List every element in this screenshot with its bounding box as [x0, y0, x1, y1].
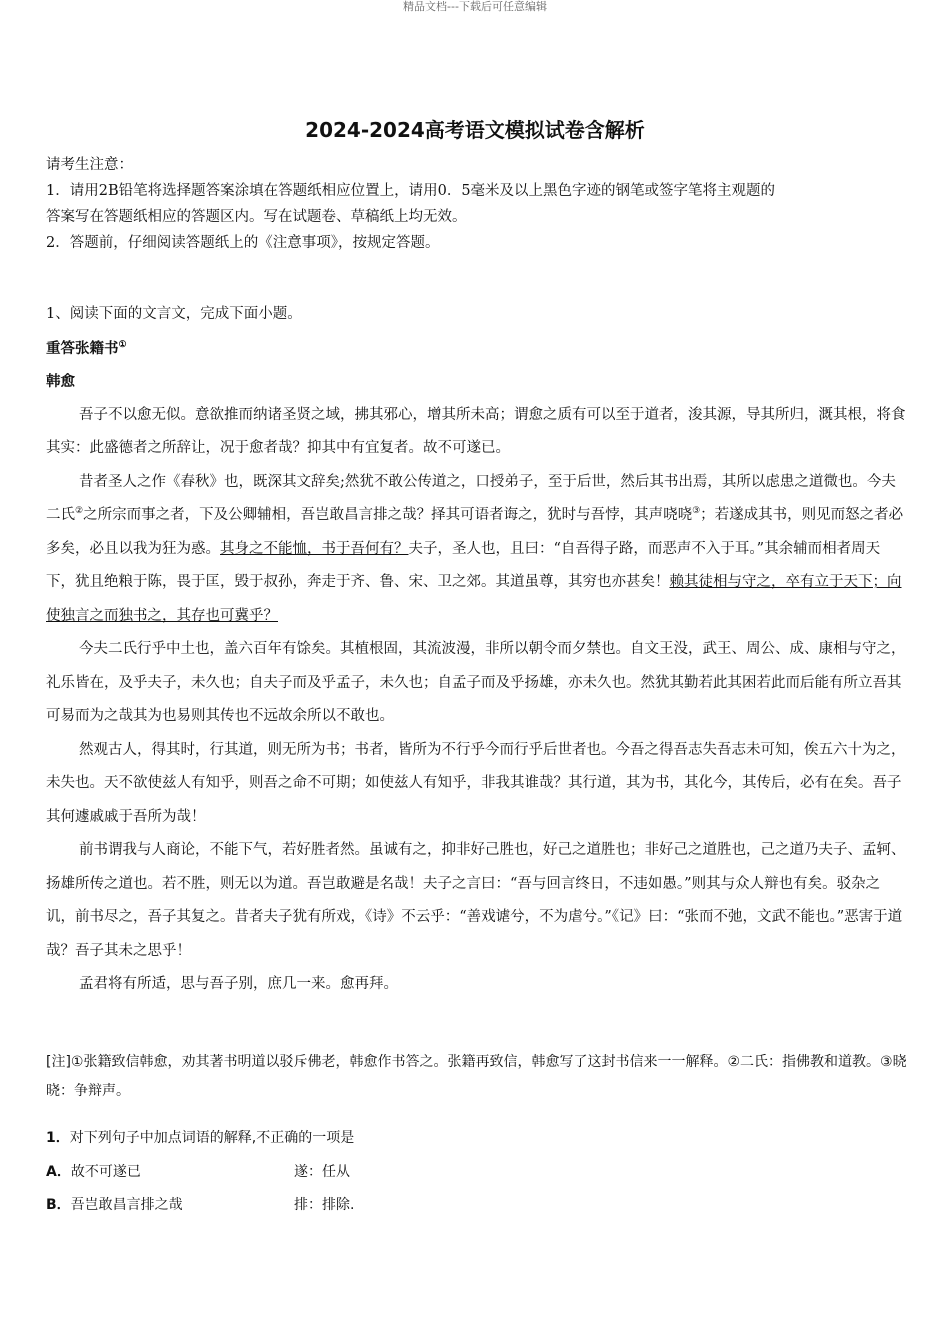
page-header: 精品文档---下载后可任意编辑 [403, 0, 547, 13]
underlined-sentence-1: 其身之不能恤，书于吾何有？ [220, 540, 409, 557]
paragraph-4: 然观古人，得其时，行其道，则无所为书；书者，皆所为不行乎今而行乎后世者也。今吾之得吾志失吾志未可知，俟五六十为之，未失也。天不欲使兹人有知乎，则吾之命不可期；如使兹人有知乎，非我其谁哉？其行道，其为书，其化今，其传后，必有在矣。吾子其何遽戚戚于吾所为哉！ [46, 741, 906, 825]
footnote-mark: ① [118, 339, 127, 350]
notice-item-1a: 1．请用2B铅笔将选择题答案涂填在答题纸相应位置上，请用0．5毫米及以上黑色字迹的钢笔或签字笔将主观题的 [46, 183, 776, 199]
annotation-note: [注]①张籍致信韩愈，劝其著书明道以驳斥佛老，韩愈作书答之。张籍再致信，韩愈写了这封书信来一一解释。②二氏：指佛教和道教。③晓晓：争辩声。 [46, 1054, 907, 1099]
author: 韩愈 [46, 373, 75, 390]
question-1 [46, 1122, 908, 1223]
notice-item-1b: 答案写在答题纸相应的答题区内。写在试题卷、草稿纸上均无效。 [46, 209, 467, 225]
paragraph-6: 孟君将有所适，思与吾子别，庶几一来。愈再拜。 [79, 976, 398, 992]
underlined-sentence-2: 赖其徒相与守之，卒有立于天下；向使独言之而独书之，其存也可冀乎？ [46, 574, 902, 624]
notice-section [46, 152, 908, 256]
paragraph-3: 今夫二氏行乎中土也，盖六百年有馀矣。其植根固，其流波漫，非所以朝令而夕禁也。自文王没，武王、周公、成、康相与守之，礼乐皆在，及乎夫子，未久也；自夫子而及乎孟子，未久也；自孟子而及乎扬雄，亦未久也。然犹其勤若此其困若此而后能有所立吾其可易而为之哉其为也易则其传也不远故余所以不敢也。 [46, 641, 906, 724]
question-stem: 1．对下列句子中加点词语的解释,不正确的一项是 [46, 1130, 355, 1146]
notice-item-2: 2．答题前，仔细阅读答题纸上的《注意事项》，按规定答题。 [46, 235, 440, 251]
paragraph-1: 吾子不以愈无似。意欲推而纳诸圣贤之域，拂其邪心，增其所未高；谓愈之质有可以至于道者，浚其源，导其所归，溉其根，将食其实：此盛德者之所辞让，况于愈者哉？抑其中有宜复者。故不可遂已。 [46, 406, 906, 456]
option-b[interactable]: B．吾岂敢昌言排之哉 排：排除. [46, 1189, 908, 1223]
passage-section [46, 298, 908, 1002]
option-b-gloss: 排：排除. [294, 1197, 355, 1213]
notice-heading: 请考生注意： [46, 157, 133, 173]
option-a[interactable]: A．故不可遂已 遂：任从 [46, 1156, 908, 1190]
paragraph-5: 前书谓我与人商论，不能下气，若好胜者然。虽诚有之，抑非好己胜也，好己之道胜也；非好己之道胜也，己之道乃夫子、孟轲、扬雄所传之道也。若不胜，则无以为道。吾岂敢避是名哉！夫子之言曰：“吾与回言终日，不违如愚。”则其与众人辩也有矣。驳杂之讥，前书尽之，吾子其复之。昔者夫子犹有所戏，《诗》不云乎：“善戏谑兮，不为虐兮。”《记》曰：“张而不弛，文武不能也。”恶害于道哉？吾子其未之思乎！ [46, 842, 906, 959]
paragraph-2: 昔者圣人之作《春秋》也，既深其文辞矣;然犹不敢公传道之，口授弟子，至于后世，然后其书出焉，其所以虑患之道微也。今夫二氏②之所宗而事之者，下及公卿辅相，吾岂敢昌言排之哉？择其可语者诲之，犹时与吾悖，其声哓哓③；若遂成其书，则见而怒之者必多矣，必且以我为狂为惑。其身之不能恤，书于吾何有？夫子，圣人也，且曰：“自吾得子路，而恶声不入于耳。”其余辅而相者周天下，犹且绝粮于陈，畏于匡，毁于叔孙，奔走于齐、鲁、宋、卫之郊。其道虽尊，其穷也亦甚矣！赖其徒相与守之，卒有立于天下；向使独言之而独书之，其存也可冀乎？ [46, 473, 904, 624]
footnote-mark: ② [75, 506, 84, 517]
passage-title: 重答张籍书① [46, 339, 127, 357]
question-intro: 1、阅读下面的文言文，完成下面小题。 [46, 306, 302, 322]
option-a-gloss: 遂：任从 [294, 1163, 350, 1180]
footnote-mark: ③ [692, 506, 701, 517]
page-title: 2024-2024高考语文模拟试卷含解析 [305, 118, 645, 142]
